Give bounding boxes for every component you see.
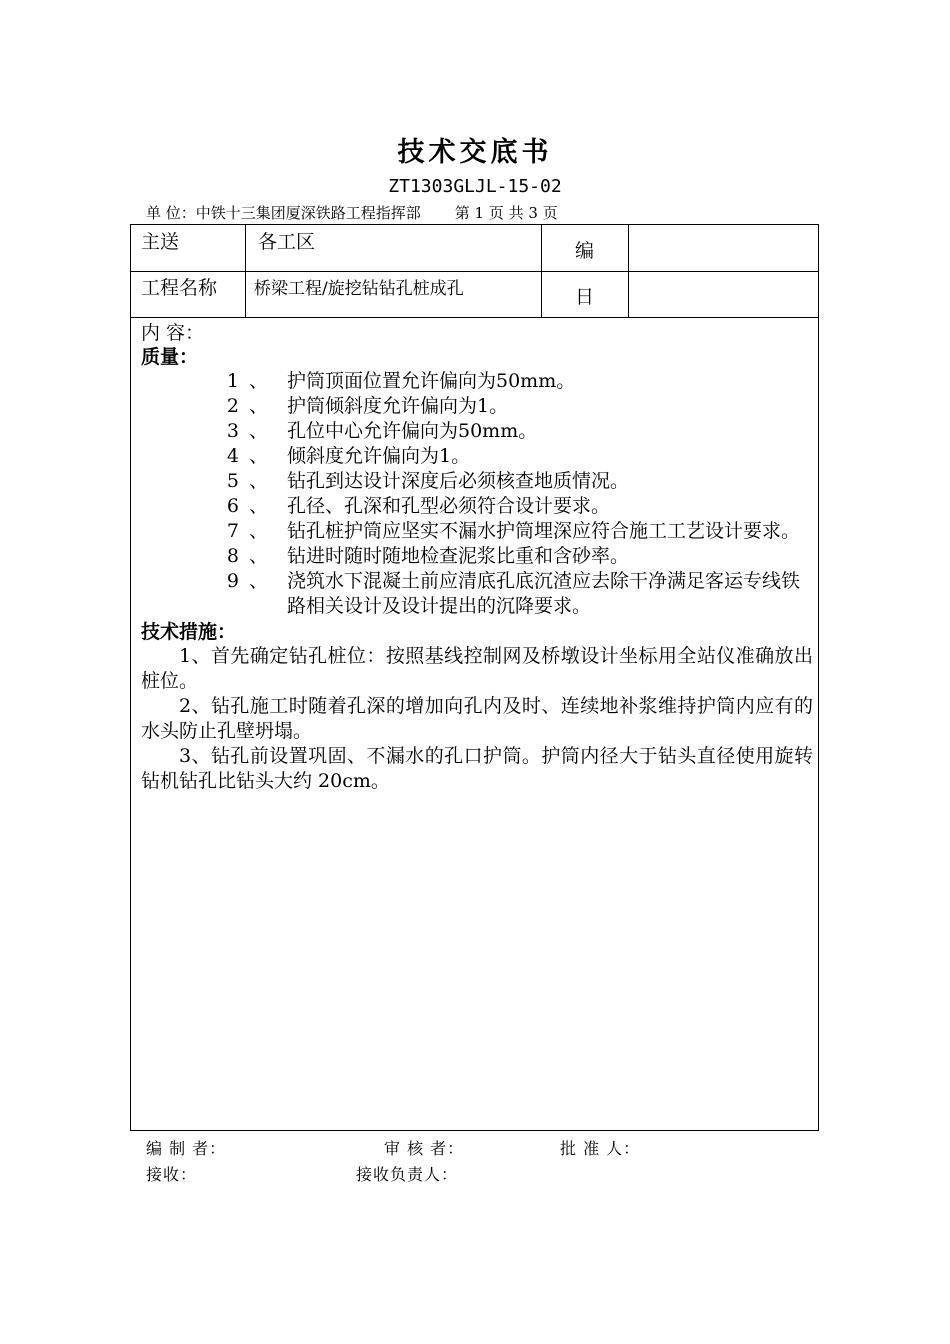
quality-item-text: 护筒倾斜度允许偏向为1。 bbox=[287, 395, 509, 417]
quality-item-number: 2 bbox=[226, 395, 239, 417]
receiver-lead-label: 接收负责人： bbox=[356, 1165, 459, 1184]
compiler-label: 编 制 者： bbox=[146, 1139, 227, 1158]
col-divider-3 bbox=[628, 225, 629, 317]
quality-item-separator: 、 bbox=[249, 370, 269, 392]
quality-item bbox=[141, 419, 813, 444]
quality-item-number: 7 bbox=[226, 520, 239, 542]
quality-item-separator: 、 bbox=[249, 545, 269, 567]
quality-item-separator: 、 bbox=[249, 495, 269, 517]
quality-item-text: 孔径、孔深和孔型必须符合设计要求。 bbox=[287, 495, 611, 517]
page-info: 第 1 页 共 3 页 bbox=[454, 204, 558, 222]
col-divider-2 bbox=[541, 225, 542, 317]
quality-heading: 质量： bbox=[141, 346, 199, 368]
quality-item bbox=[141, 544, 813, 569]
date-label: 日 bbox=[575, 286, 595, 308]
quality-item-number: 4 bbox=[226, 445, 239, 467]
quality-item-text: 钻孔到达设计深度后必须核查地质情况。 bbox=[287, 470, 630, 492]
tech-measures bbox=[141, 644, 813, 794]
row-divider-1 bbox=[131, 271, 818, 272]
row-divider-2 bbox=[131, 317, 818, 318]
content-body bbox=[141, 321, 813, 794]
document-number: ZT1303GLJL-15-02 bbox=[388, 176, 562, 197]
quality-item bbox=[141, 494, 813, 519]
quality-item-text: 钻进时随时随地检查泥浆比重和含砂率。 bbox=[287, 545, 630, 567]
project-label: 工程名称 bbox=[141, 277, 218, 299]
quality-item bbox=[141, 469, 813, 494]
quality-item-separator: 、 bbox=[249, 420, 269, 442]
tech-measure-paragraph: 3、钻孔前设置巩固、不漏水的孔口护筒。护筒内径大于钻头直径使用旋转钻机钻孔比钻头大约 20cm。 bbox=[141, 745, 813, 792]
quality-item bbox=[141, 444, 813, 469]
quality-item-text: 孔位中心允许偏向为50mm。 bbox=[287, 420, 538, 442]
quality-item bbox=[141, 369, 813, 394]
tech-measure-paragraph: 1、首先确定钻孔桩位：按照基线控制网及桥墩设计坐标用全站仪准确放出桩位。 bbox=[141, 645, 813, 692]
quality-item-separator: 、 bbox=[249, 470, 269, 492]
quality-item-text: 护筒顶面位置允许偏向为50mm。 bbox=[287, 370, 576, 392]
quality-item-text: 浇筑水下混凝土前应清底孔底沉渣应去除干净满足客运专线铁路相关设计及设计提出的沉降要求。 bbox=[287, 570, 801, 617]
col-divider-1 bbox=[245, 225, 246, 317]
quality-item-number: 8 bbox=[226, 545, 239, 567]
content-label: 内 容： bbox=[141, 322, 205, 344]
quality-item-text: 倾斜度允许偏向为1。 bbox=[287, 445, 471, 467]
quality-item-number: 1 bbox=[226, 370, 239, 392]
quality-item-number: 9 bbox=[226, 570, 239, 592]
tech-measure-paragraph: 2、钻孔施工时随着孔深的增加向孔内及时、连续地补浆维持护筒内应有的水头防止孔壁坍塌。 bbox=[141, 695, 813, 742]
quality-item-number: 5 bbox=[226, 470, 239, 492]
quality-item-number: 3 bbox=[226, 420, 239, 442]
reviewer-label: 审 核 者： bbox=[384, 1139, 465, 1158]
quality-item bbox=[141, 394, 813, 419]
handover-table bbox=[130, 224, 819, 1131]
quality-item-separator: 、 bbox=[249, 570, 269, 592]
quality-item-separator: 、 bbox=[249, 520, 269, 542]
tech-heading: 技术措施： bbox=[141, 621, 237, 643]
receiver-label: 接收： bbox=[146, 1165, 198, 1184]
code-label: 编 bbox=[575, 240, 595, 262]
unit-name: 单 位：中铁十三集团厦深铁路工程指挥部 bbox=[146, 204, 421, 222]
quality-item-number: 6 bbox=[226, 495, 239, 517]
quality-item-separator: 、 bbox=[249, 445, 269, 467]
unit-line bbox=[146, 202, 558, 223]
quality-item bbox=[141, 569, 813, 619]
quality-list bbox=[141, 369, 813, 619]
quality-item-separator: 、 bbox=[249, 395, 269, 417]
document-title: 技术交底书 bbox=[397, 137, 553, 168]
approver-label: 批 准 人： bbox=[560, 1139, 641, 1158]
quality-item-text: 钻孔桩护筒应坚实不漏水护筒埋深应符合施工工艺设计要求。 bbox=[287, 520, 801, 542]
project-value: 桥梁工程/旋挖钻钻孔桩成孔 bbox=[254, 279, 464, 299]
recipient-value: 各工区 bbox=[258, 231, 316, 253]
quality-item bbox=[141, 519, 813, 544]
recipient-label: 主送 bbox=[141, 231, 180, 253]
